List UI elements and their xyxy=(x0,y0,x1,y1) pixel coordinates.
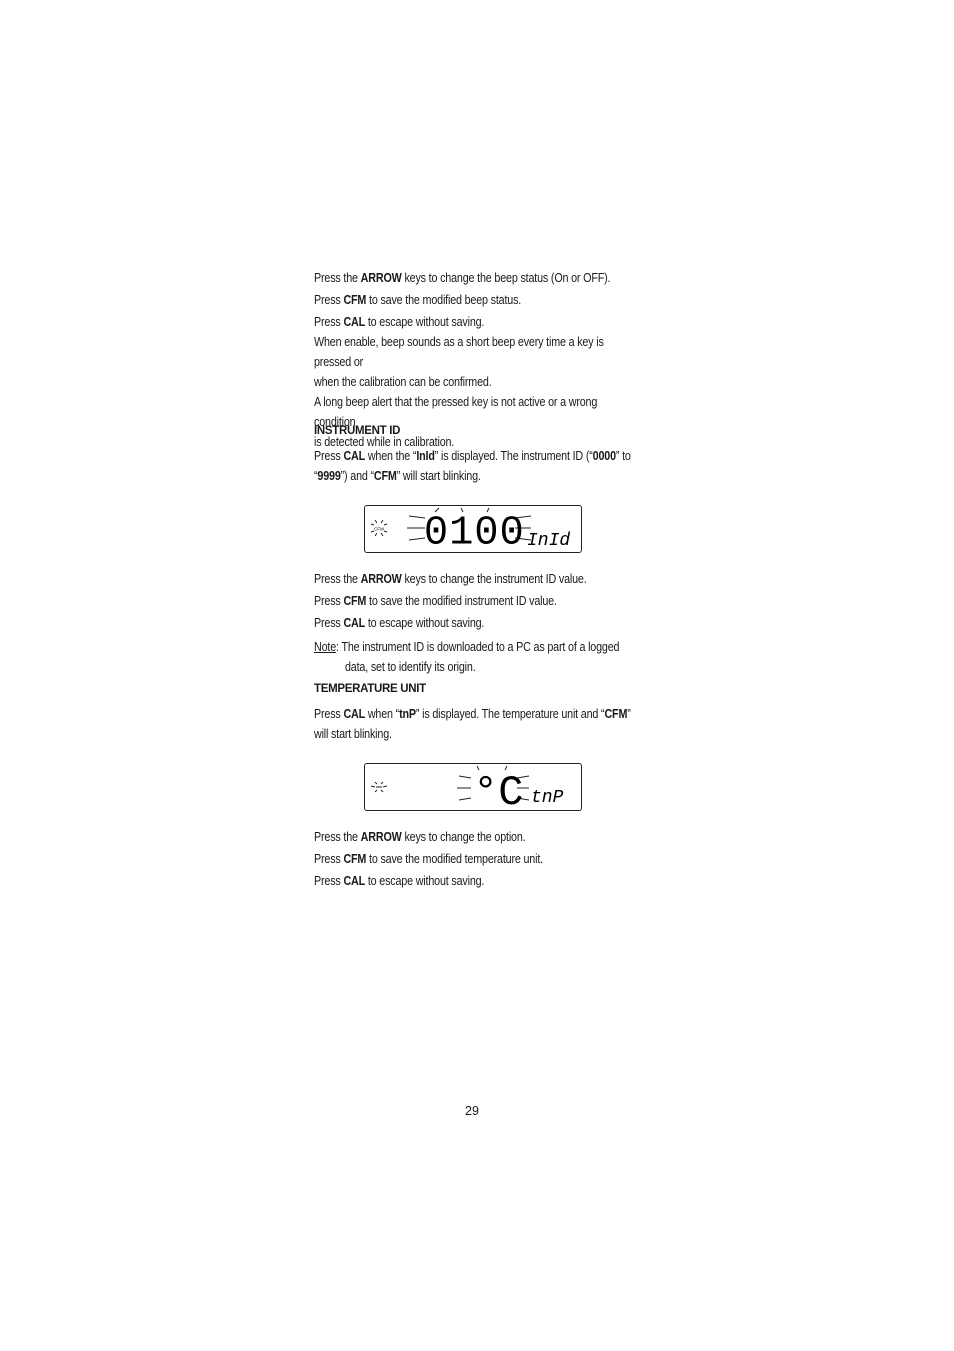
temperature-unit-heading: TEMPERATURE UNIT xyxy=(314,683,426,695)
instrument-id-lcd xyxy=(364,505,582,553)
beep-line-2: Press CFM to save the modified beep status. xyxy=(314,293,522,307)
temperature-unit-actions xyxy=(314,827,632,891)
instrument-id-action-2: Press CFM to save the modified instrument ID value. xyxy=(314,594,557,608)
instrument-id-intro-2: “9999”) and “CFM” will start blinking. xyxy=(314,469,481,483)
temperature-unit-action-1: Press the ARROW keys to change the option. xyxy=(314,830,526,844)
temperature-unit-action-3: Press CAL to escape without saving. xyxy=(314,874,485,888)
instrument-id-action-1: Press the ARROW keys to change the instrument ID value. xyxy=(314,572,587,586)
page-number: 29 xyxy=(465,1104,479,1118)
beep-line-7: is detected while in calibration. xyxy=(314,435,455,449)
instrument-id-heading: INSTRUMENT ID xyxy=(314,425,401,437)
blink-marks-left-2 xyxy=(457,776,471,800)
instrument-id-section xyxy=(314,425,632,486)
beep-line-6: A long beep alert that the pressed key is not active or a wrong condition xyxy=(314,395,598,429)
instrument-id-intro-1: Press CAL when the “InId” is displayed. The instrument ID (“0000” to xyxy=(314,449,631,463)
cfm-indicator: CFM xyxy=(374,526,384,532)
temperature-unit-lcd xyxy=(364,763,582,811)
beep-line-3: Press CAL to escape without saving. xyxy=(314,315,485,329)
instrument-id-note-2: data, set to identify its origin. xyxy=(344,660,476,674)
beep-line-1: Press the ARROW keys to change the beep status (On or OFF). xyxy=(314,271,611,285)
beep-line-4: When enable, beep sounds as a short beep every time a key is pressed or xyxy=(314,335,604,369)
temperature-unit-value: °C xyxy=(473,769,524,810)
note-label: Note xyxy=(314,640,337,654)
beep-line-5: when the calibration can be confirmed. xyxy=(314,375,492,389)
instrument-id-note-1: Note: The instrument ID is downloaded to a PC as part of a logged xyxy=(314,640,620,654)
instrument-id-value: 0100 xyxy=(423,510,525,552)
blink-marks-left xyxy=(407,516,425,540)
instrument-id-lcd-graphic xyxy=(365,506,581,552)
temperature-unit-intro-1: Press CAL when “tnP” is displayed. The temperature unit and “CFM” xyxy=(314,707,631,721)
temperature-unit-intro-2: will start blinking. xyxy=(314,727,392,741)
temperature-unit-section xyxy=(314,683,632,744)
instrument-id-label: InId xyxy=(527,531,571,551)
cfm-blink-icon-2 xyxy=(371,782,387,792)
temperature-unit-action-2: Press CFM to save the modified temperature unit. xyxy=(314,852,543,866)
temperature-unit-label: tnP xyxy=(531,788,564,808)
instrument-id-action-3: Press CAL to escape without saving. xyxy=(314,616,485,630)
instrument-id-actions xyxy=(314,569,632,677)
temperature-unit-lcd-graphic xyxy=(365,764,581,810)
